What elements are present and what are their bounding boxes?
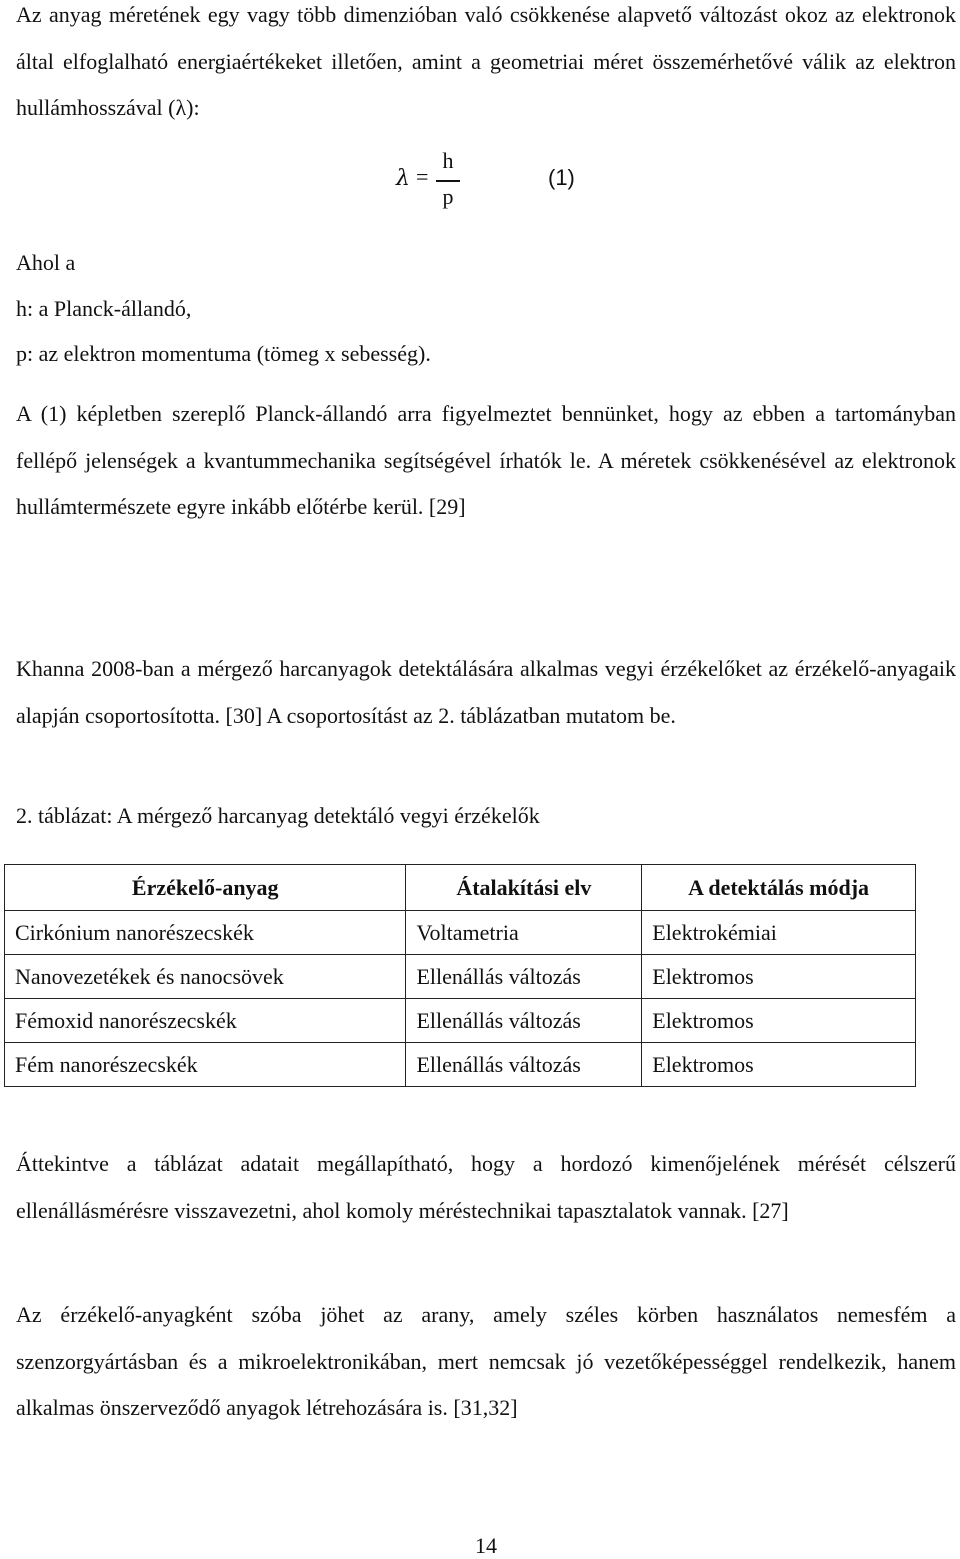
definition-h: h: a Planck-állandó, [16,295,192,321]
cell-principle: Ellenállás változás [406,955,642,999]
wavelength-formula [396,148,596,218]
cell-principle: Ellenállás változás [406,999,642,1043]
khanna-paragraph: Khanna 2008-ban a mérgező harcanyagok detektálására alkalmas vegyi érzékelőket az érzékelő-anyagaik alapján csoportosította. [30] A csoportosítást az 2. táblázatban mutatom be. [16,656,956,728]
planck-paragraph: A (1) képletben szereplő Planck-állandó arra figyelmeztet bennünket, hogy az ebben a tartományban fellépő jelenségek a kvantummechanika segítségével írhatók le. A méretek csökkenésével az elektronok hullámtermészete egyre inkább előtérbe kerül. [29] [16,401,956,519]
header-detection-mode: A detektálás módja [642,865,916,911]
table-row [5,1043,916,1087]
gold-paragraph: Az érzékelő-anyagként szóba jöhet az arany, amely széles körben használatos nemesfém a szenzorgyártásban és a mikroelektronikában, mert nemcsak jó vezetőképességgel rendelkezik, hanem alkalmas önszerveződő anyagok létrehozására is. [31,32] [16,1302,956,1420]
cell-material: Fém nanorészecskék [5,1043,406,1087]
formula-numerator: h [442,148,454,173]
variable-definitions [16,240,431,377]
cell-mode: Elektromos [642,1043,916,1087]
cell-mode: Elektrokémiai [642,911,916,955]
header-conversion-principle: Átalakítási elv [406,865,642,911]
cell-principle: Ellenállás változás [406,1043,642,1087]
intro-paragraph: Az anyag méretének egy vagy több dimenzióban való csökkenése alapvető változást okoz az elektronok által elfoglalható energiaértékeket illetően, amint a geometriai méret összemérhetővé válik az elektron hullámhosszával (λ): [16,2,956,120]
page-number: 14 [475,1533,497,1558]
table-row [5,911,916,955]
fraction-bar [436,180,460,182]
formula-lambda: λ [396,166,410,191]
table-row [5,999,916,1043]
summary-paragraph: Áttekintve a táblázat adatait megállapítható, hogy a hordozó kimenőjelének mérését célszerű ellenállásmérésre visszavezetni, ahol komoly méréstechnikai tapasztalatok vannak. [27] [16,1151,956,1223]
cell-principle: Voltametria [406,911,642,955]
sensor-table [4,864,916,1087]
table-header-row [5,865,916,911]
cell-material: Nanovezetékek és nanocsövek [5,955,406,999]
formula-denominator: p [442,184,454,209]
table-caption: 2. táblázat: A mérgező harcanyag detektáló vegyi érzékelők [16,803,540,828]
definition-p: p: az elektron momentuma (tömeg x sebesség). [16,341,431,366]
header-sensor-material: Érzékelő-anyag [5,865,406,911]
cell-mode: Elektromos [642,999,916,1043]
definitions-lead: Ahol a [16,250,76,275]
cell-material: Fémoxid nanorészecskék [5,999,406,1043]
table-row [5,955,916,999]
formula-label: (1) [548,165,575,190]
cell-mode: Elektromos [642,955,916,999]
formula-equals: = [416,164,429,189]
cell-material: Cirkónium nanorészecskék [5,911,406,955]
